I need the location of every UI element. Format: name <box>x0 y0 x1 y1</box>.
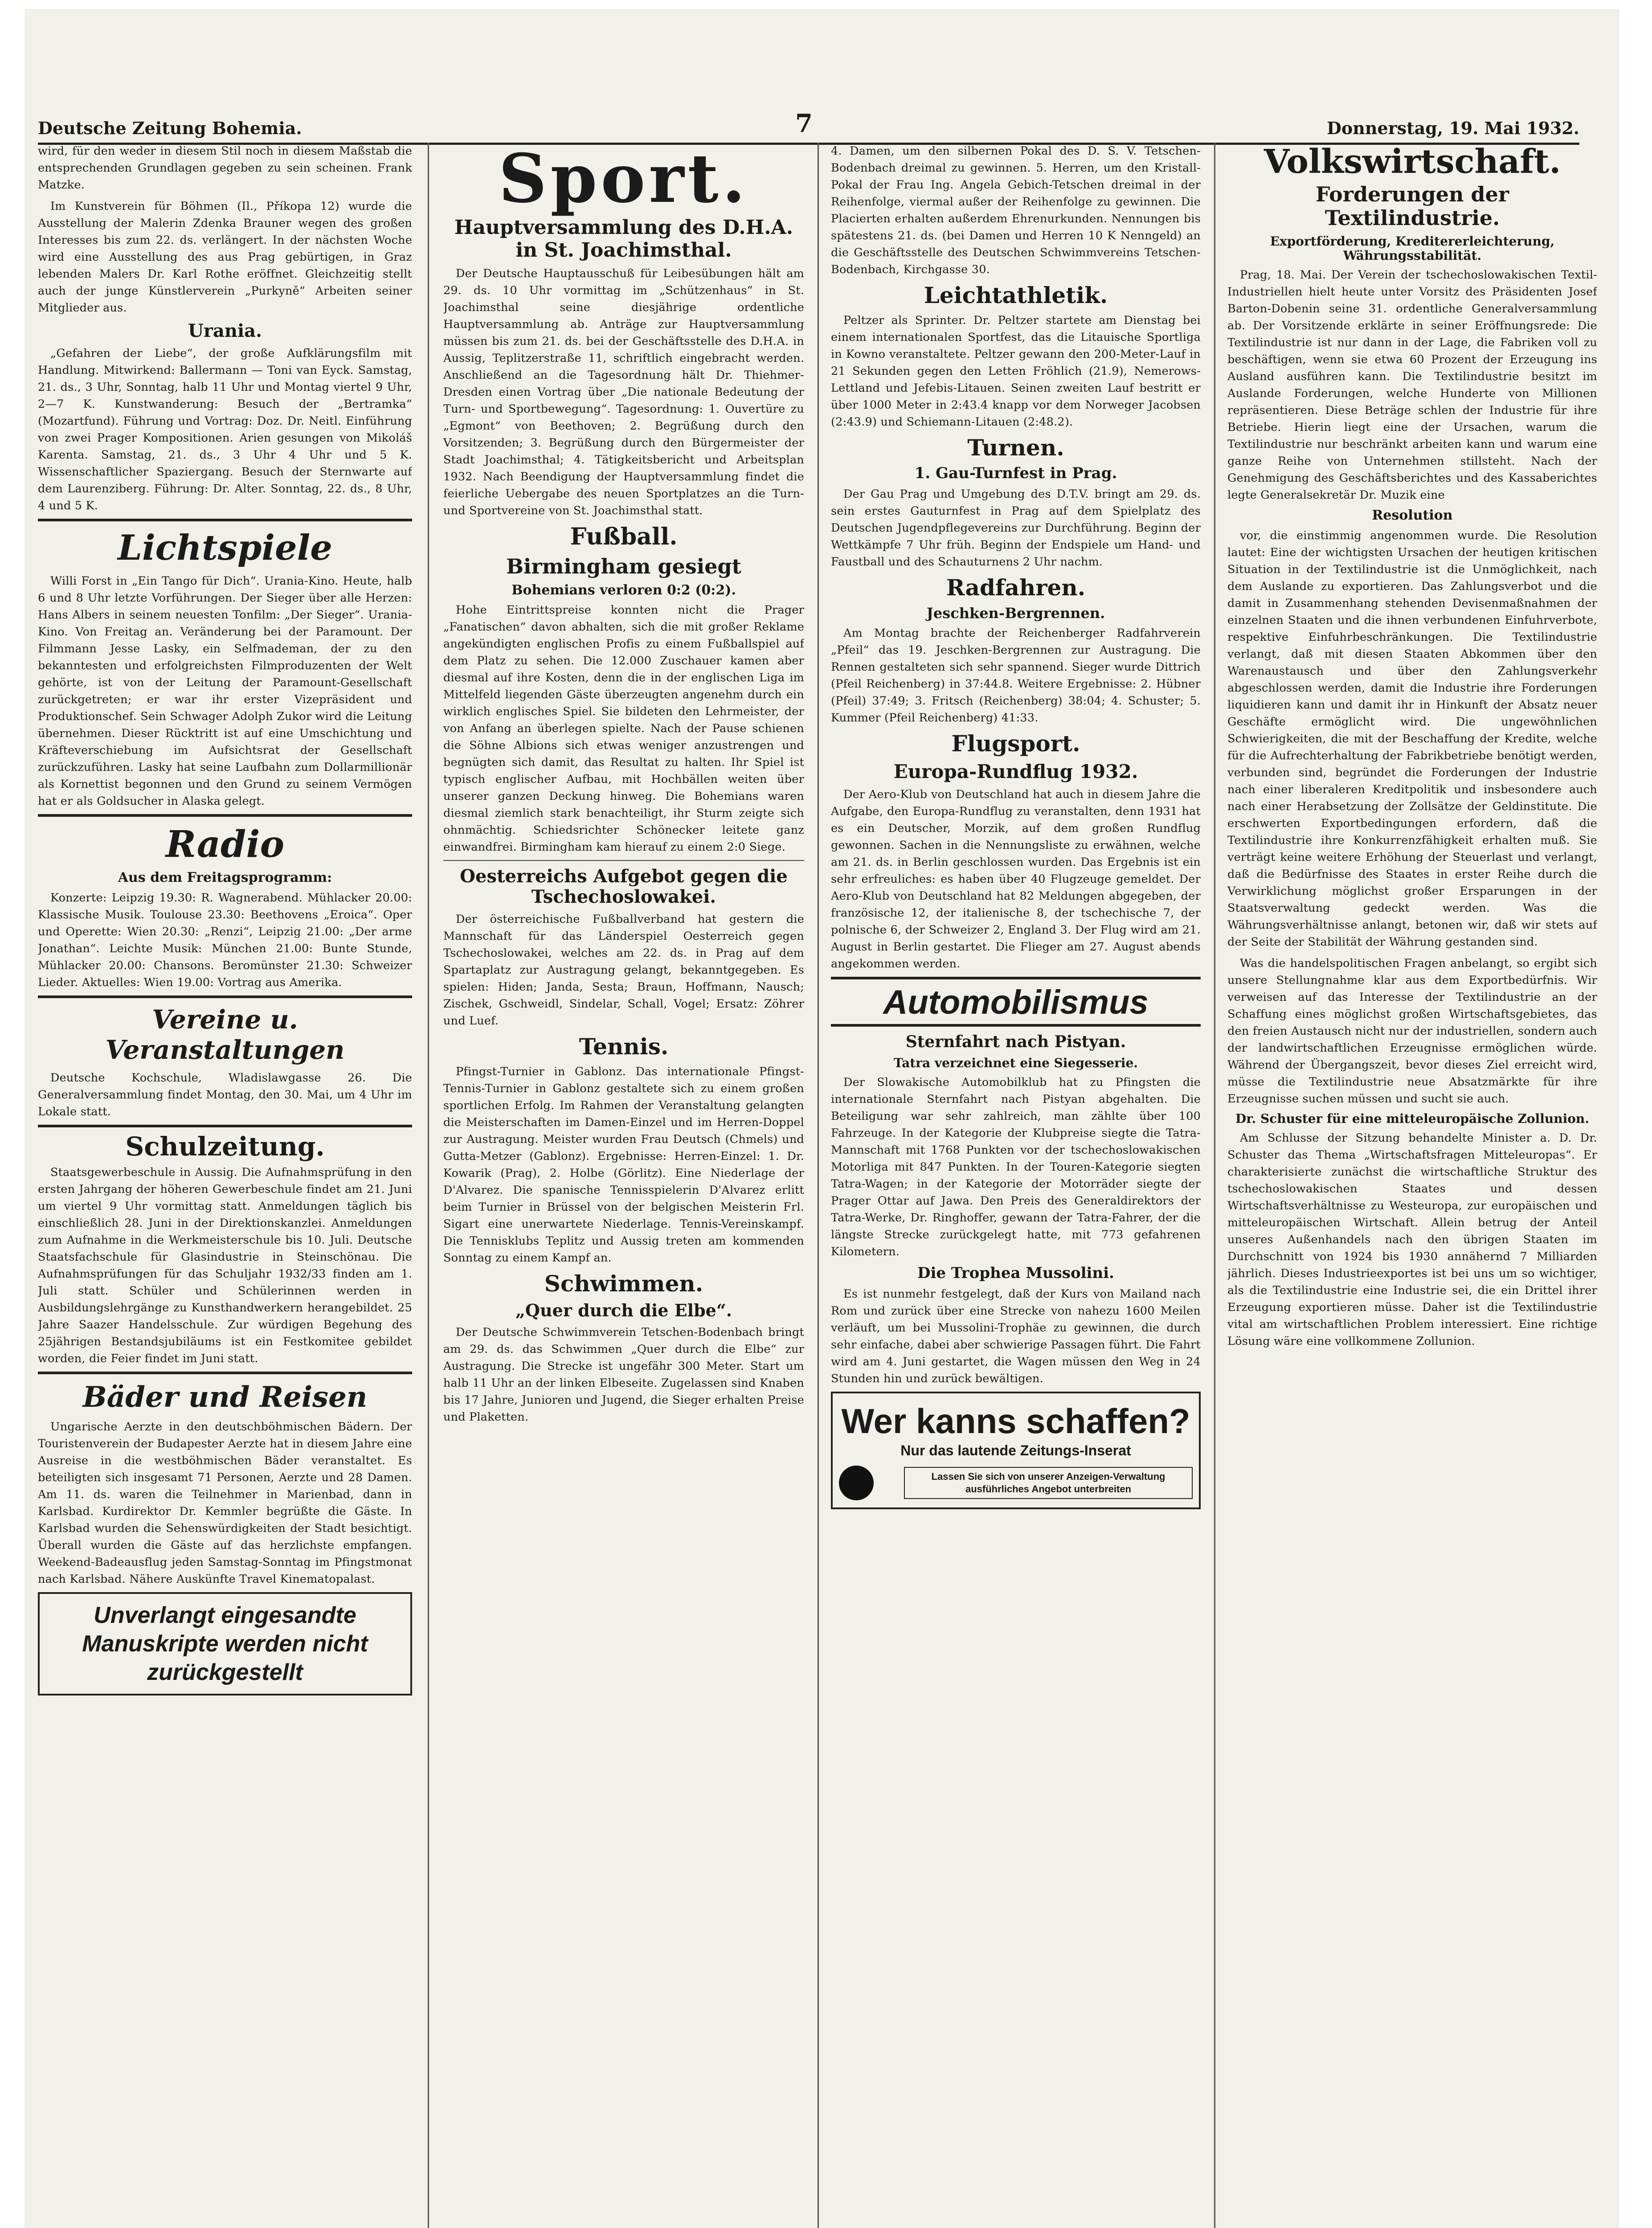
section-divider <box>38 519 412 521</box>
article-text: Der Deutsche Schwimmverein Tetschen-Bodenbach bringt am 29. ds. das Schwimmen „Quer durch die Elbe“ zur Austragung. Die Strecke ist ungefähr 300 Meter. Start um halb 11 Uhr an der linken Elbeseite. Zugelassen sind Knaben bis 17 Jahre, Junioren und Jugend, die Sieger erhalten Preise und Plaketten. <box>443 1326 804 1424</box>
notice-box: Unverlangt eingesandte Manuskripte werden nicht zurückgestellt <box>38 1592 412 1696</box>
article-heading: Oesterreichs Aufgebot gegen die Tschechoslowakei. <box>460 866 788 908</box>
section-heading: Flugsport. <box>951 730 1080 757</box>
article-text: 4. Damen, um den silbernen Pokal des D. S. V. Tetschen-Bodenbach dreimal zu gewinnen. 5. Herren, um den Kristall-Pokal der Frau Ing. Angela Gebich-Tetschen dreimal in der Reihenfolge, viermal außer der Reihenfolge zu gewinnen. Die Placierten erhalten außerdem Ehrenurkunden. Nennungen bis spätestens 21. ds. (bei Damen und Herren 10 K Nenngeld) an die Geschäftsstelle des Deutschen Schwimmvereins Tetschen-Bodenbach, Kirchgasse 30. <box>831 144 1201 276</box>
article-text: Pfingst-Turnier in Gablonz. Das internationale Pfingst-Tennis-Turnier in Gablonz gestaltete sich zu einem großen sportlichen Erfolg. Im Rahmen der Veranstaltung gelangten die Meisterschaften im Damen-Einzel und im Herren-Doppel zur Austragung. Meister wurden Frau Deutsch (Chmels) und Gutta-Metzer (Gablonz). Ergebnisse: Herren-Einzel: 1. Dr. Kowarik (Prag), 2. Holbe (Görlitz). Eine Niederlage der D'Alvarez. Die spanische Tennisspielerin D'Alvarez erlitt beim Turnier in Brüssel von der belgischen Meisterin Frl. Sigart eine unerwartete Niederlage. Tennis-Vereinskampf. Die Tennisklubs Teplitz und Aussig treten am kommenden Sonntag zu einem Kampf an. <box>443 1065 804 1265</box>
ad-title: Wer kanns schaffen? <box>841 1401 1190 1441</box>
article-text: Peltzer als Sprinter. Dr. Peltzer startete am Dienstag bei einem internationalen Sportfest, das die Litauische Sportliga in Kowno veranstaltete. Peltzer gewann den 200-Meter-Lauf in 21 Sekunden gegen den Letten Fröhlich (21.9), Nemerows-Lettland und Jefebis-Litauen. Seinen zweiten Lauf bestritt er über 1000 Meter in 2:43.4 knapp vor dem Norweger Jacobsen (2:43.9) und Schiemann-Litauen (2:48.2). <box>831 313 1201 429</box>
newspaper-page <box>25 9 1619 2228</box>
section-heading: Turnen. <box>967 434 1064 461</box>
column-2 <box>443 143 804 2228</box>
section-heading: Leichtathletik. <box>924 282 1108 308</box>
article-text: Der Slowakische Automobilklub hat zu Pfingsten die internationale Sternfahrt nach Pistyan abgehalten. Die Beteiligung war sehr zahlreich, man zählte über 100 Fahrzeuge. In der Kategorie der Klubpreise siegte die Tatra-Mannschaft mit 1768 Punkten vor der tschechoslowakischen Motorliga mit 847 Punkten. In der Touren-Kategorie siegten Tatra-Wagen; in der Kategorie der Motorräder siegte der Prager Ottar auf Jawa. Den Preis des Generaldirektors der Tatra-Werke, Dr. Ringhoffer, gewann der Tatra-Fahrer, der die längste Strecke zurückgelegt hatte, mit 773 gefahrenen Kilometern. <box>831 1075 1201 1258</box>
section-divider <box>38 1372 412 1374</box>
advertisement <box>831 1392 1201 1509</box>
article-heading: „Quer durch die Elbe“. <box>515 1300 732 1321</box>
article-text: Der Aero-Klub von Deutschland hat auch in diesem Jahre die Aufgabe, den Europa-Rundflug zu veranstalten, denn 1931 hat es ein Deutscher, Morzik, auf dem großen Rundflug gewonnen. Sachen in die Nennungsliste zu erwähnen, welche am 21. ds. in Berlin geschlossen wurden. Das Ergebnis ist ein sehr erfreuliches: es haben über 40 Flugzeuge gemeldet. Der Aero-Klub von Deutschland hat 82 Meldungen abgegeben, der französische 12, der italienische 8, der tschechische 7, der polnische 6, der Schweizer 2, England 3. Der Flug wird am 21. August in Berlin gestartet. Die Flieger am 27. August abends angekommen werden. <box>831 788 1201 971</box>
article-text: Am Montag brachte der Reichenberger Radfahrverein „Pfeil“ das 19. Jeschken-Bergrennen zur Austragung. Die Rennen gestalteten sich sehr spannend. Sieger wurde Dittrich (Pfeil Reichenberg) in 37:44.8. Weitere Ergebnisse: 2. Hübner (Pfeil) 37:49; 3. Fritsch (Reichenberg) 38:04; 4. Schuster; 5. Kummer (Pfeil Reichenberg) 41:33. <box>831 627 1201 725</box>
section-subheading: Aus dem Freitagsprogramm: <box>118 870 332 885</box>
ad-dot-graphic <box>839 1466 874 1500</box>
section-heading: Urania. <box>188 320 262 341</box>
section-heading: Radfahren. <box>946 574 1086 601</box>
column-1 <box>38 143 412 2228</box>
section-heading: Lichtspiele <box>118 528 332 568</box>
article-text: Der Gau Prag und Umgebung des D.T.V. bringt am 29. ds. sein erstes Gauturnfest in Prag auf dem Spielplatz des Deutschen Jugendpflegevereins zur Durchführung. Beginn der Wettkämpfe 7 Uhr früh. Beginn der Endspiele um Hand- und Faustball und des Schauturnens 2 Uhr nachm. <box>831 487 1201 569</box>
article-heading: Forderungen der Textilindustrie. <box>1315 182 1509 230</box>
article-heading: 1. Gau-Turnfest in Prag. <box>914 464 1117 482</box>
ad-small-text: Lassen Sie sich von unserer Anzeigen-Verwaltung ausführliches Angebot unterbreiten <box>904 1467 1193 1499</box>
article-text: Im Kunstverein für Böhmen (Il., Příkopa 12) wurde die Ausstellung der Malerin Zdenka Brauner wegen des großen Interesses bis zum 22. ds. verlängert. In der nächsten Woche wird eine Ausstellung des aus Prag gebürtigen, in Graz lebenden Malers Dr. Karl Rothe eröffnet. Gleichzeitig stellt auch der junge Künstlerverein „Purkyně“ Arbeiten seiner Mitglieder aus. <box>38 200 412 315</box>
article-subheading: Tatra verzeichnet eine Siegesserie. <box>893 1055 1138 1070</box>
section-heading: Radio <box>165 823 285 866</box>
article-heading: Hauptversammlung des D.H.A. in St. Joachimsthal. <box>454 216 793 262</box>
article-text: Deutsche Kochschule, Wladislawgasse 26. Die Generalversammlung findet Montag, den 30. Mai, um 4 Uhr im Lokale statt. <box>38 1071 412 1118</box>
column-divider <box>818 143 819 2228</box>
article-text: Hohe Eintrittspreise konnten nicht die Prager „Fanatischen“ davon abhalten, sich die mit großer Reklame angekündigten englischen Profis zu einem Fußballspiel auf dem Platz zu sehen. Die 12.000 Zuschauer kamen aber diesmal auf ihre Kosten, denn die in der englischen Liga im Mittelfeld liegenden Gäste überzeugten angenehm durch ein wirklich englisches Spiel. Sie bildeten den Lehrmeister, der von Anfang an überlegen spielte. Nach der Pause schienen die Söhne Albions sich etwas weniger anzustrengen und begnügten sich damit, das Resultat zu halten. Ihr Spiel ist typisch englischer Aufbau, mit Hochbällen weiten über unserer ganzen Deckung hinweg. Die Bohemians waren diesmal ziemlich stark benachteiligt, ihr Sturm zeigte sich ohnmächtig. Schiedsrichter Schönecker leitete ganz einwandfrei. Birmingham kam hierauf zu einem 2:0 Siege. <box>443 603 804 854</box>
article-text: Konzerte: Leipzig 19.30: R. Wagnerabend. Mühlacker 20.00: Klassische Musik. Toulouse 23.30: Beethovens „Eroica“. Oper und Operette: Wien 20.30: „Renzi“, Leipzig 21.00: „Der arme Jonathan“. Leichte Musik: München 21.00: Bunte Stunde, Mühlacker 20.00: Chansons. Beromünster 21.30: Schweizer Lieder. Aktuelles: Wien 19.00: Vortrag aus Amerika. <box>38 891 412 989</box>
article-divider <box>443 860 804 861</box>
section-heading: Vereine u. Veranstaltungen <box>105 1004 345 1065</box>
column-3 <box>831 143 1201 2228</box>
newspaper-name: Deutsche Zeitung Bohemia. <box>38 118 302 138</box>
article-heading: Jeschken-Bergrennen. <box>926 604 1105 622</box>
section-divider <box>38 1125 412 1127</box>
article-subheading: Exportförderung, Kreditererleichterung, Währungsstabilität. <box>1270 233 1555 263</box>
article-text: wird, für den weder in diesem Stil noch in diesem Maßstab die entsprechenden Grundlagen gegeben zu sein scheinen. Frank Matzke. <box>38 144 412 192</box>
article-text: Es ist nunmehr festgelegt, daß der Kurs von Mailand nach Rom und zurück über eine Strecke von nahezu 1600 Meilen verläuft, um bei Mussolini-Trophäe zu gewinnen, die durch sehr einfache, dabei aber schwierige Passagen führt. Die Fahrt wird am 4. Juni gestartet, die Wagen müssen den Weg in 24 Stunden hin und zurück bewältigen. <box>831 1287 1201 1385</box>
section-divider <box>38 814 412 817</box>
article-text: Willi Forst in „Ein Tango für Dich“. Urania-Kino. Heute, halb 6 und 8 Uhr letzte Vorführungen. Der Sieger über alle Herzen: Hans Albers in seinem neuesten Tonfilm: „Der Sieger“. Urania-Kino. Von Freitag an. Veränderung bei der Paramount. Der Filmmann Jesse Lasky, ein Selfmademan, der zu den bekanntesten und erfolgreichsten Filmproduzenten der Welt gehörte, ist von der Leitung der Paramount-Gesellschaft zurückgetreten; er war ihr erster Vizepräsident und Produktionschef. Sein Schwager Adolph Zukor wird die Leitung übernehmen. Dieser Rücktritt ist auf eine Umschichtung und Kräfteverschiebung im Aufsichtsrat der Gesellschaft zurückzuführen. Lasky hat seine Laufbahn zum Dollarmillionär als Kornettist begonnen und den Grund zu seinem Vermögen hat er als Goldsucher in Alaska gelegt. <box>38 574 412 808</box>
ad-footer <box>839 1466 1193 1500</box>
page-header <box>38 102 1579 145</box>
section-divider <box>831 1024 1201 1027</box>
issue-date: Donnerstag, 19. Mai 1932. <box>1326 118 1579 138</box>
article-text: „Gefahren der Liebe“, der große Aufklärungsfilm mit Handlung. Mitwirkend: Ballermann — Toni van Eyck. Samstag, 21. ds., 3 Uhr, Sonntag, halb 11 Uhr und Montag viertel 9 Uhr, 2—7 K. Kunstwanderung: Besuch der „Bertramka“ (Mozartfund). Führung und Vortrag: Doz. Dr. Neitl. Einführung von zwei Prager Kompositionen. Arien gesungen von Mikoláš Karenta. Samstag, 21. ds., 3 Uhr 4 Uhr und 5 K. Wissenschaftlicher Spaziergang. Besuch der Sternwarte auf dem Laurenziberg. Führung: Dr. Alter. Sonntag, 22. ds., 8 Uhr, 4 und 5 K. <box>38 347 412 512</box>
section-divider <box>38 995 412 998</box>
article-subheading: Resolution <box>1372 508 1453 524</box>
article-text: Der österreichische Fußballverband hat gestern die Mannschaft für das Länderspiel Oesterreich gegen Tschechoslowakei, welches am 22. ds. in Prag auf dem Spartaplatz zur Austragung gelangt, bekanntgegeben. Es spielen: Hiden; Janda, Sesta; Braun, Hoffmann, Nausch; Zischek, Gschweidl, Sindelar, Schall, Vogel; Ersatz: Zöhrer und Luef. <box>443 913 804 1028</box>
article-heading: Europa-Rundflug 1932. <box>893 760 1138 782</box>
article-text: Prag, 18. Mai. Der Verein der tschechoslowakischen Textil-Industriellen hielt heute unter Vorsitz des Präsidenten Josef Barton-Dobenin seine 31. ordentliche Generalversammlung ab. Der Vorsitzende erklärte in seiner Eröffnungsrede: Die Textilindustrie ist nur dann in der Lage, die Fabriken voll zu beschäftigen, wenn sie etwa 60 Prozent der Erzeugung ins Ausland ausführen kann. Die Textilindustrie besitzt im Auslande Forderungen, welche Hunderte von Millionen repräsentieren. Diese Beträge schlen der Industrie für ihre Betriebe. Hierin liegt eine der Ursachen, warum die Textilindustrie nur beschränkt arbeiten kann und warum eine ganze Reihe von Unternehmen stillsteht. Nach der Genehmigung des Geschäftsberichtes und des Kassaberichtes legte Generalsekretär Dr. Muzik eine <box>1227 268 1597 502</box>
section-heading: Sport. <box>499 143 749 218</box>
section-heading: Automobilismus <box>883 983 1149 1022</box>
column-divider <box>1214 143 1215 2228</box>
article-text: Am Schlusse der Sitzung behandelte Minister a. D. Dr. Schuster das Thema „Wirtschaftsfragen Mitteleuropas“. Er charakterisierte zunächst die wirtschaftliche Struktur des tschechoslowakischen Staates und dessen Wirtschaftsverhältnisse zu Westeuropa, zur europäischen und mitteleuropäischen Wirtschaft. Allein betrug der Anteil unseres Außenhandels nach den übrigen Staaten im Durchschnitt von 1924 bis 1930 annähernd 7 Milliarden jährlich. Dieses Industrieexportes ist bei uns um so wichtiger, als die Textilindustrie eine Industrie sei, die ein Drittel ihrer Erzeugung exportieren müsse. Daher ist die Textilindustrie vital am wirtschaftlichen Problem interessiert. Eine richtige Lösung wäre eine vollkommene Zollunion. <box>1227 1131 1597 1348</box>
section-heading: Schwimmen. <box>544 1270 703 1297</box>
article-subheading: Bohemians verloren 0:2 (0:2). <box>511 582 736 598</box>
section-heading: Tennis. <box>579 1033 669 1060</box>
article-text: Was die handelspolitischen Fragen anbelangt, so ergibt sich unsere Stellungnahme klar aus dem Exportbedürfnis. Wir verweisen auf das Interesse der Textilindustrie an der Schaffung eines möglichst großen Wirtschaftsgebietes, das den freien Austausch nicht nur der industriellen, sondern auch der landwirtschaftlichen Erzeugnisse ermöglichen würde. Während der Übergangszeit, bevor dieses Ziel erreicht wird, müsse die Textilindustrie neue Absatzmärkte für ihre Erzeugnisse suchen müssen und sucht sie auch. <box>1227 956 1597 1106</box>
section-divider <box>831 977 1201 979</box>
section-heading: Bäder und Reisen <box>82 1380 368 1414</box>
column-4 <box>1227 143 1597 2228</box>
article-text: Ungarische Aerzte in den deutschböhmischen Bädern. Der Touristenverein der Budapester Aerzte hat in diesem Jahre eine Ausreise in die westböhmischen Bäder veranstaltet. Es beteiligten sich insgesamt 71 Personen, Aerzte und 28 Damen. Am 11. ds. waren die Teilnehmer in Marienbad, dann in Karlsbad. Kurdirektor Dr. Kemmler begrüßte die Gäste. In Karlsbad wurden die Sehenswürdigkeiten der Stadt besichtigt. Überall wurden die Gäste auf das herzlichste empfangen. Weekend-Badeausflug jeden Samstag-Sonntag im Pfingstmonat nach Karlsbad. Nähere Auskünfte Travel Kinematopalast. <box>38 1420 412 1586</box>
section-heading: Schulzeitung. <box>125 1131 325 1162</box>
column-divider <box>428 143 429 2228</box>
article-heading: Sternfahrt nach Pistyan. <box>905 1032 1126 1052</box>
article-heading: Die Trophea Mussolini. <box>917 1264 1114 1282</box>
article-text: vor, die einstimmig angenommen wurde. Die Resolution lautet: Eine der wichtigsten Ursachen der heutigen kritischen Situation in der Textilindustrie ist die Unmöglichkeit, nach dem Auslande zu exportieren. Das Zahlungsverbot und die damit in Zusammenhang stehenden Devisenmaßnahmen der einzelnen Staaten und die ihnen verbundenen Einfuhrverbote, respektive Einfuhrbeschränkungen. Die Textilindustrie verlangt, daß mit diesen Staaten Abkommen über den Warenaustausch und über den Zahlungsverkehr abgeschlossen werden, damit die Industrie ihre Forderungen liquidieren kann und damit ihr in Hinkunft der Absatz neuer Geschäfte ermöglicht wird. Die ungewöhnlichen Schwierigkeiten, die mit der Beschaffung der Kredite, welche für die Aufrechterhaltung der Fabrikbetriebe benötigt werden, verbunden sind, begründet die Forderungen der Industrie nach einer liberaleren Kreditpolitik und insbesondere auch nach einer Herabsetzung der Zollsätze der Geldinstitute. Die erschwerten Exportbedingungen erfordern, daß die Textilindustrie ihre Konkurrenzfähigkeit erhalten muß. Sie verträgt keine weitere Erhöhung der Steuerlast und verlangt, daß die Bedürfnisse des Staates in erster Reihe durch die Verwirklichung möglichst großer Ersparungen in der Staatsverwaltung gedeckt werden. Was die Währungsverhältnisse anlangt, betonen wir, daß wir stets auf der Seite der Stabilität der Währung gestanden sind. <box>1227 528 1597 949</box>
article-text: Der Deutsche Hauptausschuß für Leibesübungen hält am 29. ds. 10 Uhr vormittag im „Schützenhaus“ in St. Joachimsthal seine diesjährige ordentliche Hauptversammlung ab. Anträge zur Hauptversammlung müssen bis zum 21. ds. bei der Geschäftsstelle des D.H.A. in Aussig, Teplitzerstraße 11, schriftlich eingebracht werden. Anschließend an die Tagesordnung hält Dr. Thiehmer-Dresden einen Vortrag über „Die nationale Bedeutung der Turn- und Sportbewegung“. Tagesordnung: 1. Ouvertüre zu „Egmont“ von Beethoven; 2. Begrüßung durch den Vorsitzenden; 3. Begrüßung durch den Bürgermeister der Stadt Joachimsthal; 4. Tätigkeitsbericht und Arbeitsplan 1932. Nach Beendigung der Hauptversammlung findet die feierliche Uebergabe des neuen Sportplatzes an die Turn- und Sportvereine von St. Joachimsthal statt. <box>443 267 804 518</box>
section-heading: Volkswirtschaft. <box>1264 143 1561 181</box>
article-subheading: Dr. Schuster für eine mitteleuropäische Zollunion. <box>1235 1111 1590 1126</box>
article-text: Staatsgewerbeschule in Aussig. Die Aufnahmsprüfung in den ersten Jahrgang der höheren Gewerbeschule findet am 21. Juni um viertel 9 Uhr vormittag statt. Anmeldungen täglich bis einschließlich 28. Juni in der Direktionskanzlei. Anmeldungen zum Aufnahme in die Werkmeisterschule bis 10. Juli. Deutsche Staatsfachschule für Glasindustrie in Steinschönau. Die Aufnahmsprüfungen für das Schuljahr 1932/33 finden am 1. Juli statt. Schüler und Schülerinnen werden in Ausbildungslehrgänge zu Kunsthandwerkern herangebildet. 25 Jahre Saazer Handelsschule. Zur würdigen Begehung des 25jährigen Bestandsjubiläums ist ein Festkomitee gebildet worden, die Feier findet im Juni statt. <box>38 1165 412 1365</box>
article-heading: Birmingham gesiegt <box>506 554 741 578</box>
ad-subtitle: Nur das lautende Zeitungs-Inserat <box>900 1442 1131 1458</box>
page-number: 7 <box>795 109 813 138</box>
section-heading: Fußball. <box>570 523 678 551</box>
